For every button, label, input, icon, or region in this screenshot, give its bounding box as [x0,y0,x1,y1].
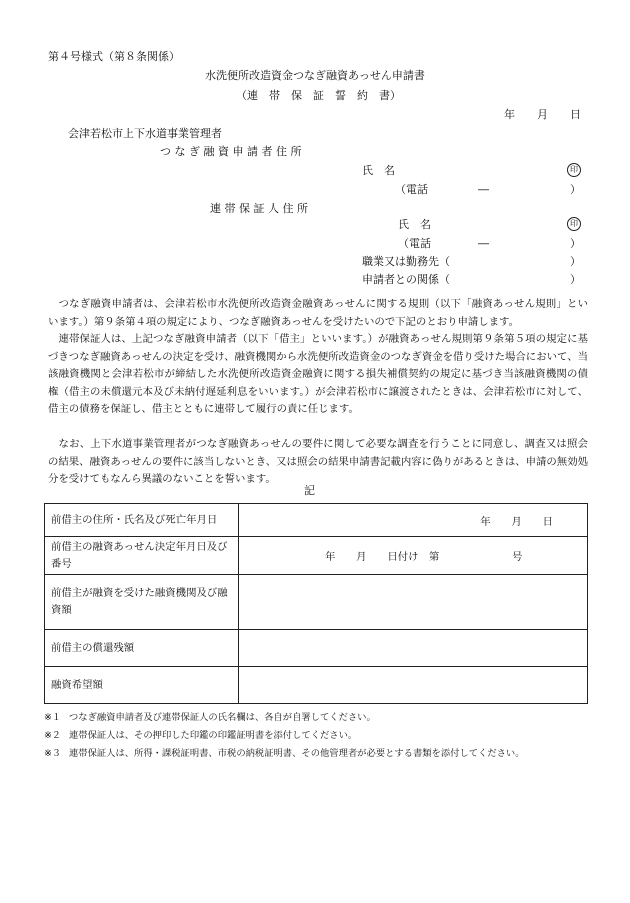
decision-date-field[interactable]: 年 月 日付け 第 号 [239,537,588,575]
table-row [45,537,588,575]
application-paragraph: つなぎ融資申請者は、会津若松市水洗便所改造資金融資あっせんに関する規則（以下「融資あっせん規則」といいます。）第９条第４項の規定により、つなぎ融資あっせんを受けたいので下記のとおり申請します。 [48,298,588,328]
note-mark: ※２ [44,730,62,741]
applicant-name-label: 氏 名 [362,164,395,177]
document-subtitle: （連 帯 保 証 誓 約 書） [236,89,401,102]
guarantor-occupation-close: ） [570,255,581,268]
requested-amount-label: 融資希望額 [45,667,239,704]
note-text: 連帯保証人は、その押印した印鑑の印鑑証明書を添付してください。 [68,730,358,741]
applicant-address-label: つ な ぎ 融 資 申 請 者 住 所 [160,145,302,158]
lending-institution-label: 前借主が融資を受けた融資機関及び融資額 [45,575,239,630]
guarantor-address-label: 連 帯 保 証 人 住 所 [210,202,308,215]
note-mark: ※３ [44,748,62,759]
form-number: 第４号様式（第８条関係） [48,50,180,63]
applicant-seal-mark: 印 [567,163,581,177]
decision-date-label: 前借主の融資あっせん決定年月日及び番号 [45,537,239,575]
guarantor-phone-dash: ― [478,237,489,250]
note-3 [44,748,525,760]
applicant-phone-dash: ― [478,183,489,196]
applicant-phone-close: ） [570,183,581,196]
lending-institution-field[interactable] [239,575,588,630]
note-text: つなぎ融資申請者及び連帯保証人の氏名欄は、各自が自署してください。 [68,712,376,723]
guarantor-seal-mark: 印 [567,217,581,231]
previous-borrower-value[interactable] [239,504,588,537]
note-text: 連帯保証人は、所得・課税証明書、市税の納税証明書、その他管理者が必要とする書類を添付してください。 [68,748,525,759]
guarantee-paragraph: 連帯保証人は、上記つなぎ融資申請者（以下「借主」といいます。）が融資あっせん規則第９条第５項の規定に基づきつなぎ融資あっせんの決定を受け、融資機関から水洗便所改造資金のつなぎ資金を借り受けた場合において、当該融資機関と会津若松市が締結した水洗便所改造資金融資に関する損失補償契約の規定に基づき当該融資機関の債権（借主の未償還元本及び未納付遅延利息をいいます。）が会津若松市に譲渡されたときは、会津若松市に対して、借主の債務を保証し、借主とともに連帯して履行の責に任じます。 [48,333,588,415]
previous-borrower-label: 前借主の住所・氏名及び死亡年月日 [45,504,239,537]
applicant-phone-label: （電話 [395,183,428,196]
application-date: 年 月 日 [504,108,581,121]
guarantor-relation-close: ） [570,273,581,286]
guarantor-phone-label: （電話 [398,237,431,250]
guarantor-relation-label: 申請者との関係（ [362,273,450,286]
death-date-field: 年 月 日 [480,515,553,528]
remaining-balance-label: 前借主の償還残額 [45,630,239,667]
note-2 [44,730,357,742]
guarantor-name-label: 氏 名 [398,218,431,231]
note-1 [44,712,376,724]
table-row [45,630,588,667]
remaining-balance-field[interactable] [239,630,588,667]
guarantor-occupation-label: 職業又は勤務先（ [362,255,450,268]
addressee: 会津若松市上下水道事業管理者 [68,127,222,140]
note-mark: ※１ [44,712,62,723]
guarantor-phone-close: ） [570,237,581,250]
consent-paragraph: なお、上下水道事業管理者がつなぎ融資あっせんの要件に関して必要な調査を行うことに同意し、調査又は照会の結果、融資あっせんの要件に該当しないとき、又は照会の結果申請書記載内容に偽りがあるときは、申請の無効処分を受けてもなんら異議のないことを誓います。 [48,438,588,485]
document-title: 水洗便所改造資金つなぎ融資あっせん申請書 [205,69,425,82]
requested-amount-field[interactable] [239,667,588,704]
table-row [45,504,588,537]
table-row [45,575,588,630]
table-row [45,667,588,704]
loan-details-table [44,503,588,704]
ki-heading: 記 [304,484,315,497]
